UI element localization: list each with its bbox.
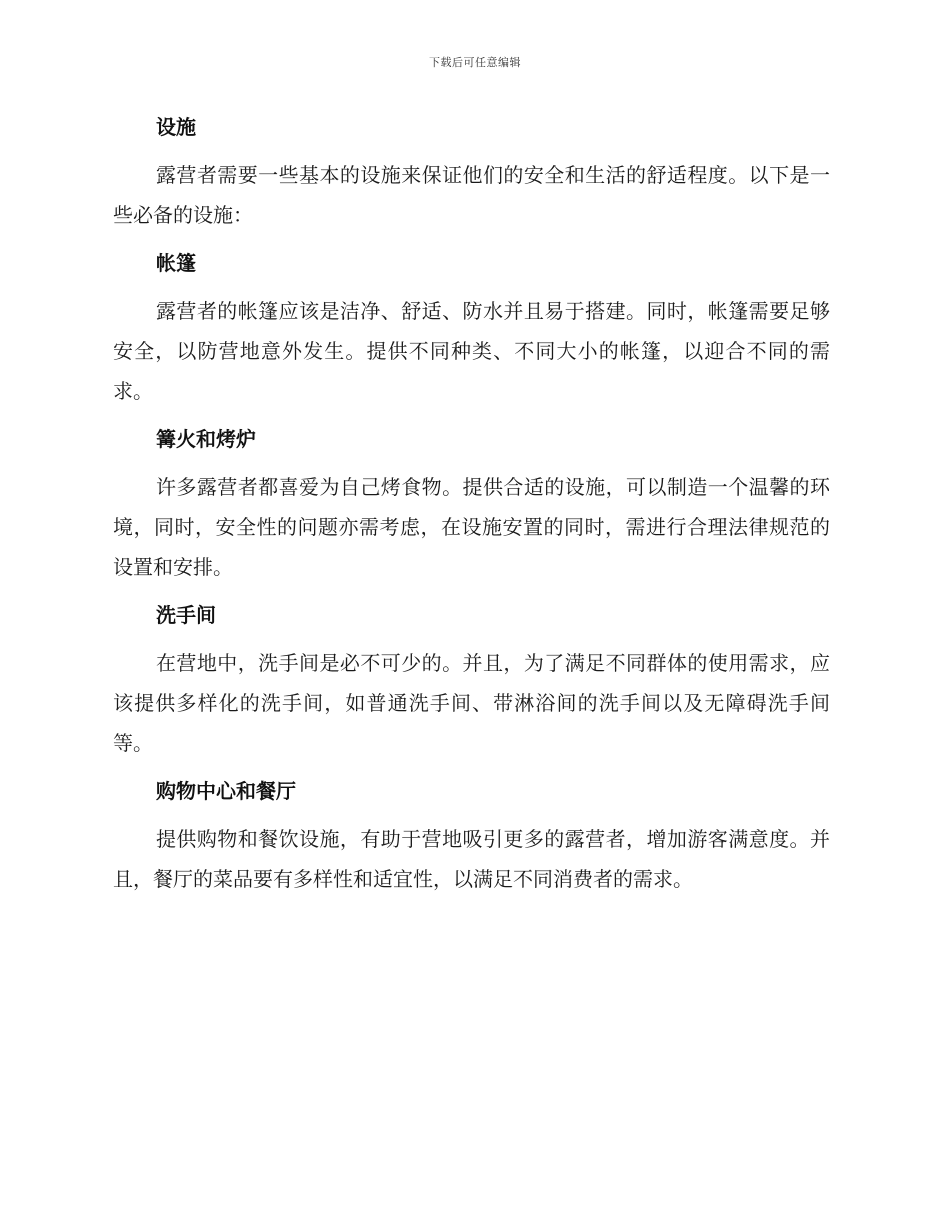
section-heading: 帐篷 [156,251,196,275]
section-paragraph: 提供购物和餐饮设施，有助于营地吸引更多的露营者，增加游客满意度。并且，餐厅的菜品要有多样性和适宜性，以满足不同消费者的需求。 [113,827,830,891]
section-shopping-dining [113,776,830,899]
section-heading: 购物中心和餐厅 [156,779,296,803]
section-paragraph: 露营者需要一些基本的设施来保证他们的安全和生活的舒适程度。以下是一些必备的设施： [113,163,830,227]
section-paragraph: 露营者的帐篷应该是洁净、舒适、防水并且易于搭建。同时，帐篷需要足够安全，以防营地意外发生。提供不同种类、不同大小的帐篷，以迎合不同的需求。 [113,299,830,403]
section-campfire-grill [113,424,830,587]
section-paragraph: 在营地中，洗手间是必不可少的。并且，为了满足不同群体的使用需求，应该提供多样化的洗手间，如普通洗手间、带淋浴间的洗手间以及无障碍洗手间等。 [113,651,830,755]
section-paragraph: 许多露营者都喜爱为自己烤食物。提供合适的设施，可以制造一个温馨的环境，同时，安全性的问题亦需考虑，在设施安置的同时，需进行合理法律规范的设置和安排。 [113,475,830,579]
document-body [113,112,830,912]
section-heading: 设施 [156,115,196,139]
section-heading: 洗手间 [156,603,216,627]
section-tents [113,248,830,411]
section-facilities [113,112,830,235]
section-heading: 篝火和烤炉 [156,427,256,451]
page-header-note: 下载后可任意编辑 [429,56,521,69]
section-restrooms [113,600,830,763]
